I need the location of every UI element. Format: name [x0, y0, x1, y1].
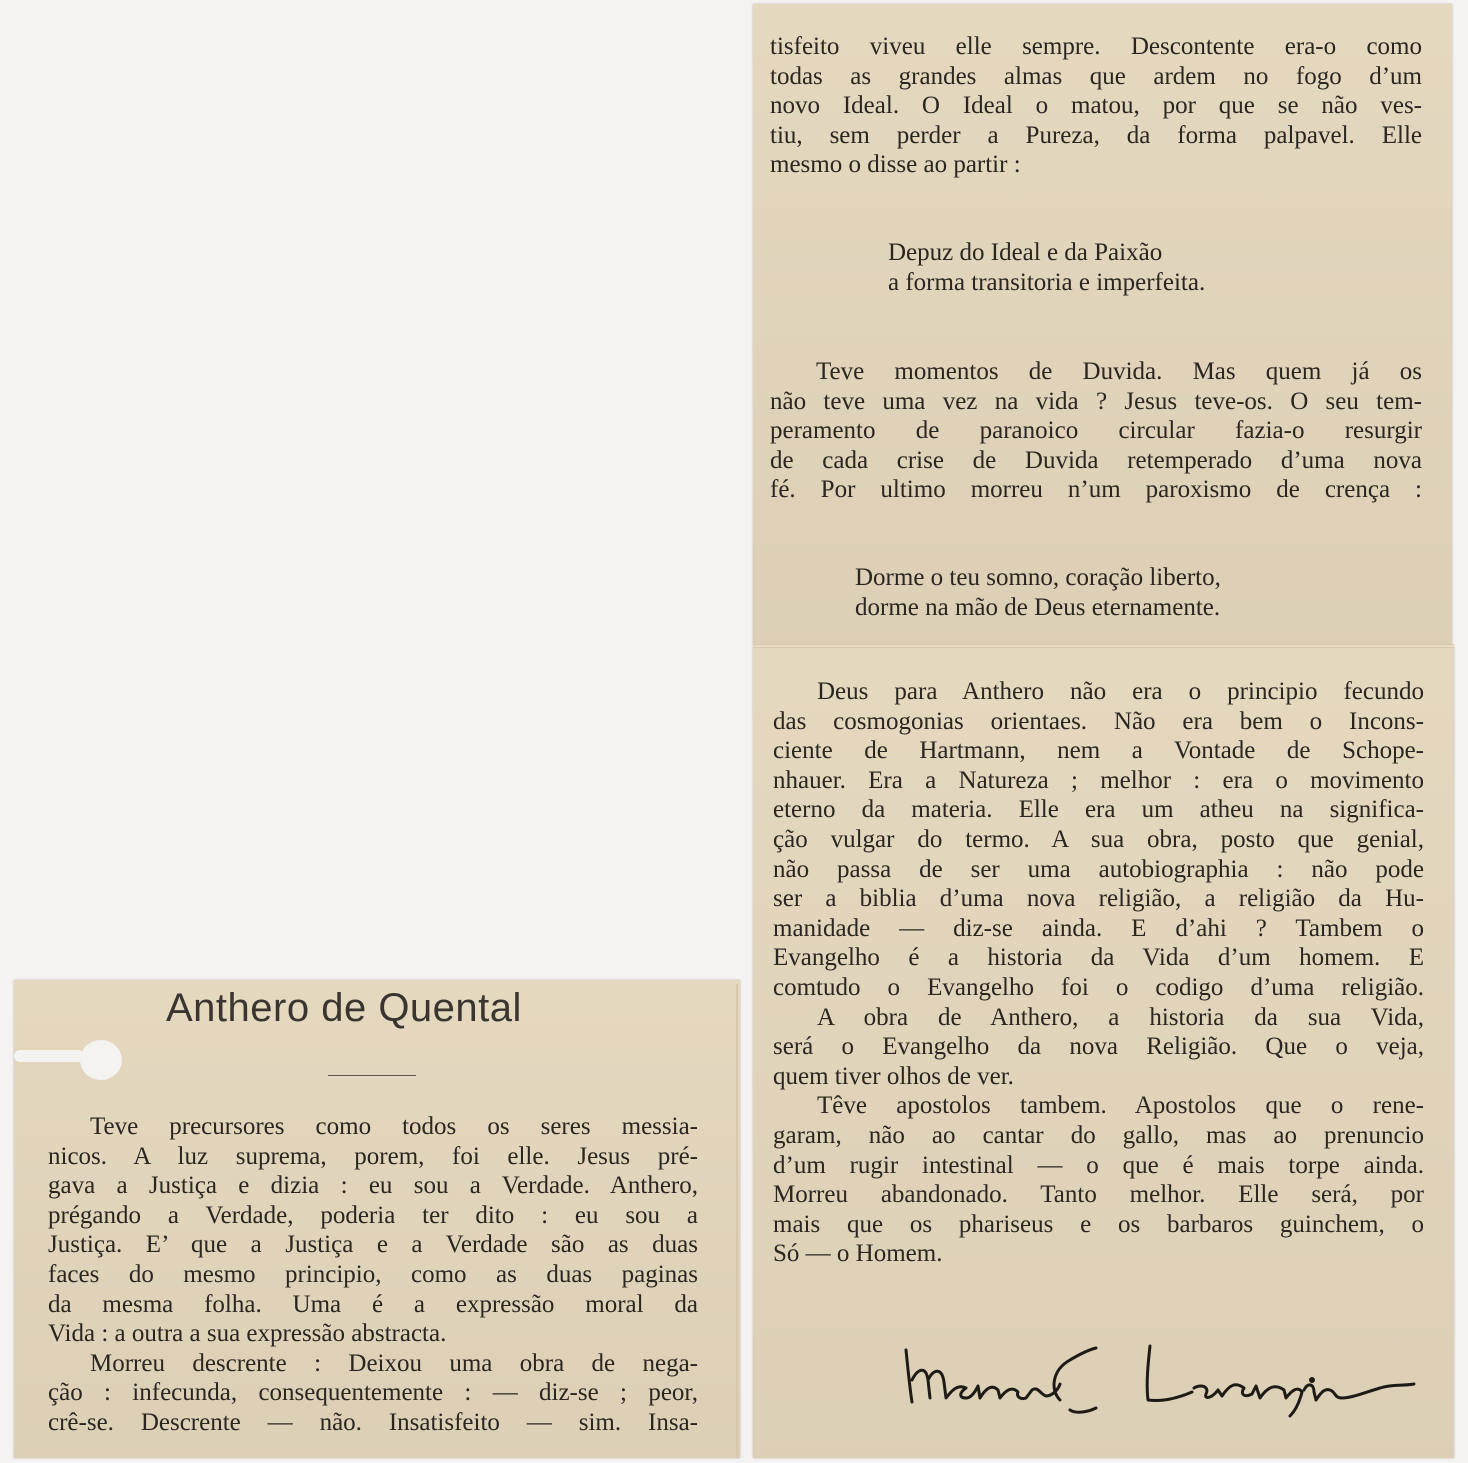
- text-line: faces do mesmo principio, como as duas paginas: [48, 1260, 698, 1288]
- text-line: gava a Justiça e dizia : eu sou a Verdade. Anthero,: [48, 1172, 698, 1200]
- text-line: tisfeito viveu elle sempre. Descontente era-o como: [770, 33, 1422, 60]
- verse-line: Dorme o teu somno, coração liberto,: [855, 564, 1221, 591]
- text-line: A obra de Anthero, a historia da sua Vida,: [817, 1003, 1424, 1031]
- verse-quote-1: [888, 238, 1205, 298]
- text-line: Têve apostolos tambem. Apostolos que o rene-: [817, 1092, 1424, 1120]
- text-line: Teve precursores como todos os seres messia-: [90, 1113, 698, 1140]
- punch-hole: [80, 1040, 122, 1080]
- verse-quote-2: [855, 563, 1221, 623]
- verse-line: a forma transitoria e imperfeita.: [888, 269, 1206, 296]
- verse-line: dorme na mão de Deus eternamente.: [855, 594, 1221, 621]
- text-line: garam, não ao cantar do gallo, mas ao prenuncio: [773, 1121, 1424, 1149]
- text-line: nicos. A luz suprema, porem, foi elle. Jesus pré-: [48, 1142, 698, 1170]
- text-line: Evangelho é a historia da Vida d’um homem. E: [773, 944, 1424, 972]
- handwritten-signature: [900, 1340, 1420, 1420]
- text-line: Morreu descrente : Deixou uma obra de nega-: [90, 1349, 698, 1377]
- top-column-a: [770, 32, 1422, 180]
- text-line: não teve uma vez na vida ? Jesus teve-os. O seu tem-: [770, 387, 1422, 415]
- text-line: será o Evangelho da nova Religião. Que o veja,: [773, 1033, 1424, 1061]
- text-line: nhauer. Era a Natureza ; melhor : era o movimento: [773, 766, 1424, 794]
- text-line: Justiça. E’ que a Justiça e a Verdade são as duas: [48, 1231, 698, 1259]
- punch-slot: [14, 1050, 84, 1062]
- text-line: manidade — diz-se ainda. E d’ahi ? Tambem o: [773, 914, 1424, 942]
- fold-crease: [753, 644, 1454, 648]
- text-line: de cada crise de Duvida retemperado d’uma nova: [770, 446, 1422, 474]
- text-line: todas as grandes almas que ardem no fogo d’um: [770, 62, 1422, 90]
- text-line: Só — o Homem.: [773, 1240, 943, 1268]
- text-line: da mesma folha. Uma é a expressão moral da: [48, 1290, 698, 1318]
- text-line: comtudo o Evangelho foi o codigo d’uma religião.: [773, 973, 1424, 1001]
- left-column: [48, 1112, 698, 1438]
- title-rule: [328, 1075, 416, 1076]
- text-line: não passa de ser uma autobiographia : não pode: [773, 855, 1424, 883]
- text-line: d’um rugir intestinal — o que é mais torpe ainda.: [773, 1151, 1424, 1179]
- text-line: novo Ideal. O Ideal o matou, por que se não ves-: [770, 92, 1422, 120]
- text-line: peramento de paranoico circular fazia-o resurgir: [770, 417, 1422, 445]
- text-line: ção : infecunda, consequentemente : — diz-se ; peor,: [48, 1379, 698, 1407]
- text-line: tiu, sem perder a Pureza, da forma palpavel. Elle: [770, 121, 1422, 149]
- text-line: eterno da materia. Elle era um atheu na significa-: [773, 796, 1424, 824]
- text-line: quem tiver olhos de ver.: [773, 1062, 1014, 1090]
- text-line: mesmo o disse ao partir :: [770, 151, 1021, 179]
- text-line: Deus para Anthero não era o principio fecundo: [817, 678, 1424, 705]
- column-seam: [736, 984, 738, 1458]
- article-title: Anthero de Quental: [166, 986, 522, 1030]
- bottom-column: [773, 677, 1424, 1269]
- text-line: crê-se. Descrente — não. Insatisfeito — sim. Insa-: [48, 1408, 698, 1436]
- text-line: das cosmogonias orientaes. Não era bem o Incons-: [773, 707, 1424, 735]
- top-column-b: [770, 357, 1422, 505]
- text-line: Morreu abandonado. Tanto melhor. Elle será, por: [773, 1181, 1424, 1209]
- text-line: fé. Por ultimo morreu n’um paroxismo de crença :: [770, 476, 1422, 504]
- text-line: ção vulgar do termo. A sua obra, posto que genial,: [773, 825, 1424, 853]
- text-line: mais que os phariseus e os barbaros guinchem, o: [773, 1210, 1424, 1238]
- text-line: Teve momentos de Duvida. Mas quem já os: [816, 358, 1422, 385]
- text-line: ser a biblia d’uma nova religião, a religião da Hu-: [773, 885, 1424, 913]
- text-line: Vida : a outra a sua expressão abstracta.: [48, 1320, 447, 1348]
- verse-line: Depuz do Ideal e da Paixão: [888, 239, 1163, 266]
- text-line: prégando a Verdade, poderia ter dito : eu sou a: [48, 1201, 698, 1229]
- text-line: ciente de Hartmann, nem a Vontade de Schope-: [773, 737, 1424, 765]
